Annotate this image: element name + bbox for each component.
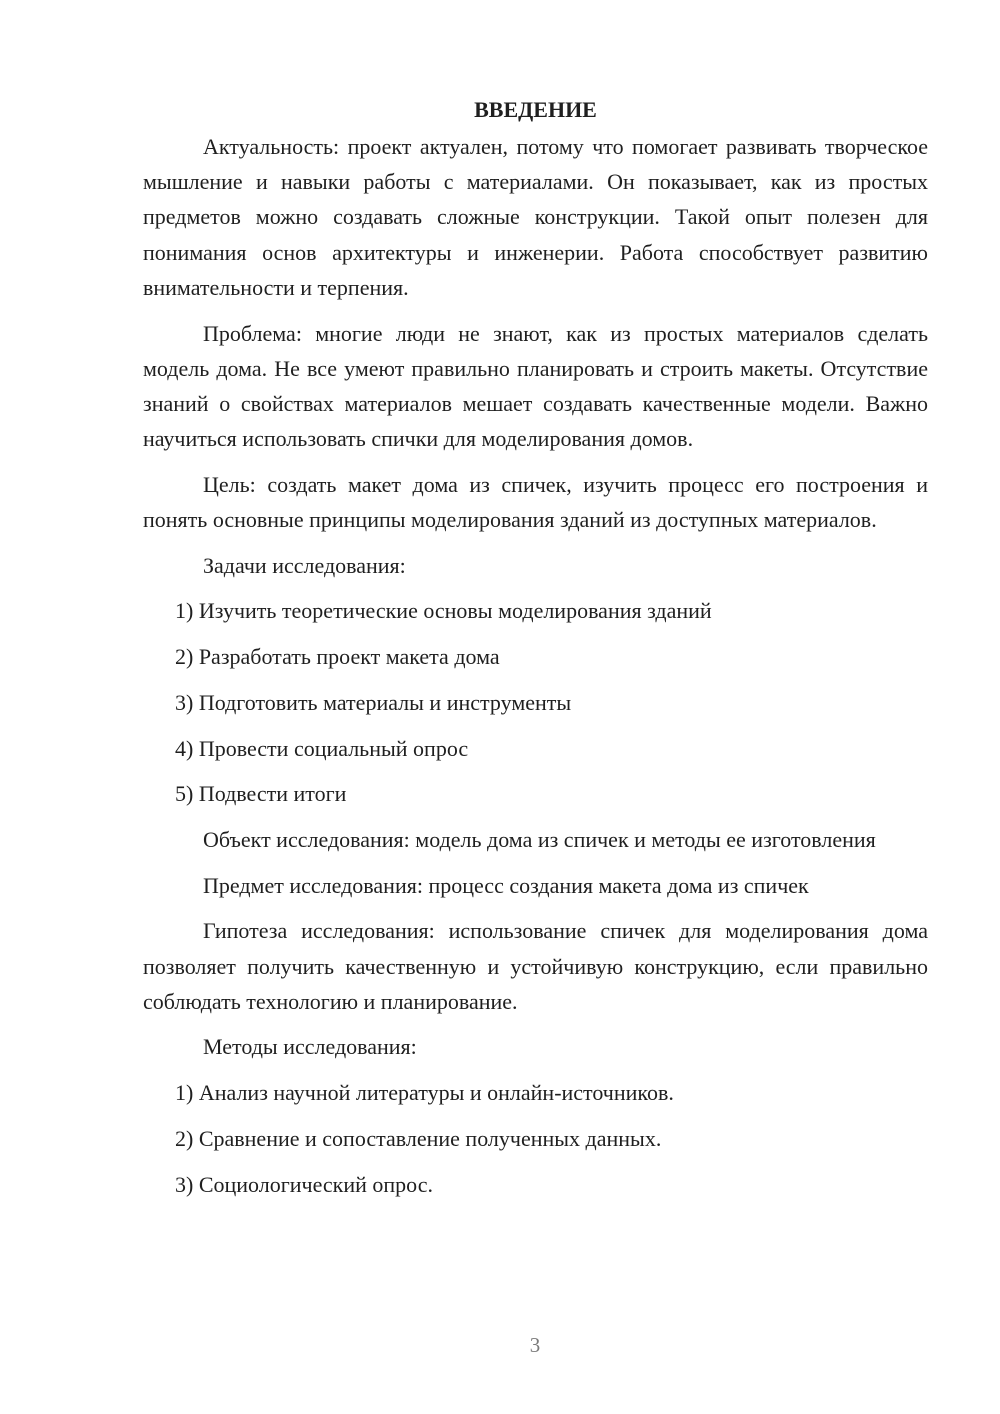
task-item: 4) Провести социальный опрос [175, 735, 469, 761]
task-item: 1) Изучить теоретические основы моделирования зданий [175, 598, 712, 624]
object-paragraph: Объект исследования: модель дома из спичек и методы ее изготовления [203, 826, 876, 852]
problem-paragraph: Проблема: многие люди не знают, как из простых материалов сделать модель дома. Не все умеют правильно планировать и строить макеты. Отсутствие знаний о свойствах материалов мешает создавать качественные модели. Важно научиться использовать спички для моделирования домов. [143, 320, 928, 452]
tasks-label: Задачи исследования: [203, 552, 406, 578]
method-item: 3) Социологический опрос. [175, 1171, 433, 1197]
methods-list [143, 1075, 928, 1202]
page-number: 3 [529, 1333, 541, 1357]
task-item: 2) Разработать проект макета дома [175, 644, 500, 670]
hypothesis-paragraph: Гипотеза исследования: использование спичек для моделирования дома позволяет получить качественную и устойчивую конструкцию, если правильно соблюдать технологию и планирование. [143, 918, 928, 1014]
subject-paragraph: Предмет исследования: процесс создания макета дома из спичек [203, 872, 809, 898]
task-item: 5) Подвести итоги [175, 781, 347, 807]
method-item: 2) Сравнение и сопоставление полученных данных. [175, 1125, 662, 1151]
methods-label: Методы исследования: [203, 1034, 417, 1060]
method-item: 1) Анализ научной литературы и онлайн-источников. [175, 1080, 674, 1106]
relevance-paragraph: Актуальность: проект актуален, потому что помогает развивать творческое мышление и навыки работы с материалами. Он показывает, как из простых предметов можно создавать сложные конструкции. Такой опыт полезен для понимания основ архитектуры и инженерии. Работа способствует развитию внимательности и терпения. [143, 134, 928, 300]
tasks-list [143, 593, 928, 811]
goal-paragraph: Цель: создать макет дома из спичек, изучить процесс его построения и понять основные принципы моделирования зданий из доступных материалов. [143, 471, 928, 533]
section-title: ВВЕДЕНИЕ [474, 97, 597, 122]
task-item: 3) Подготовить материалы и инструменты [175, 689, 572, 715]
page-content [143, 92, 928, 1212]
